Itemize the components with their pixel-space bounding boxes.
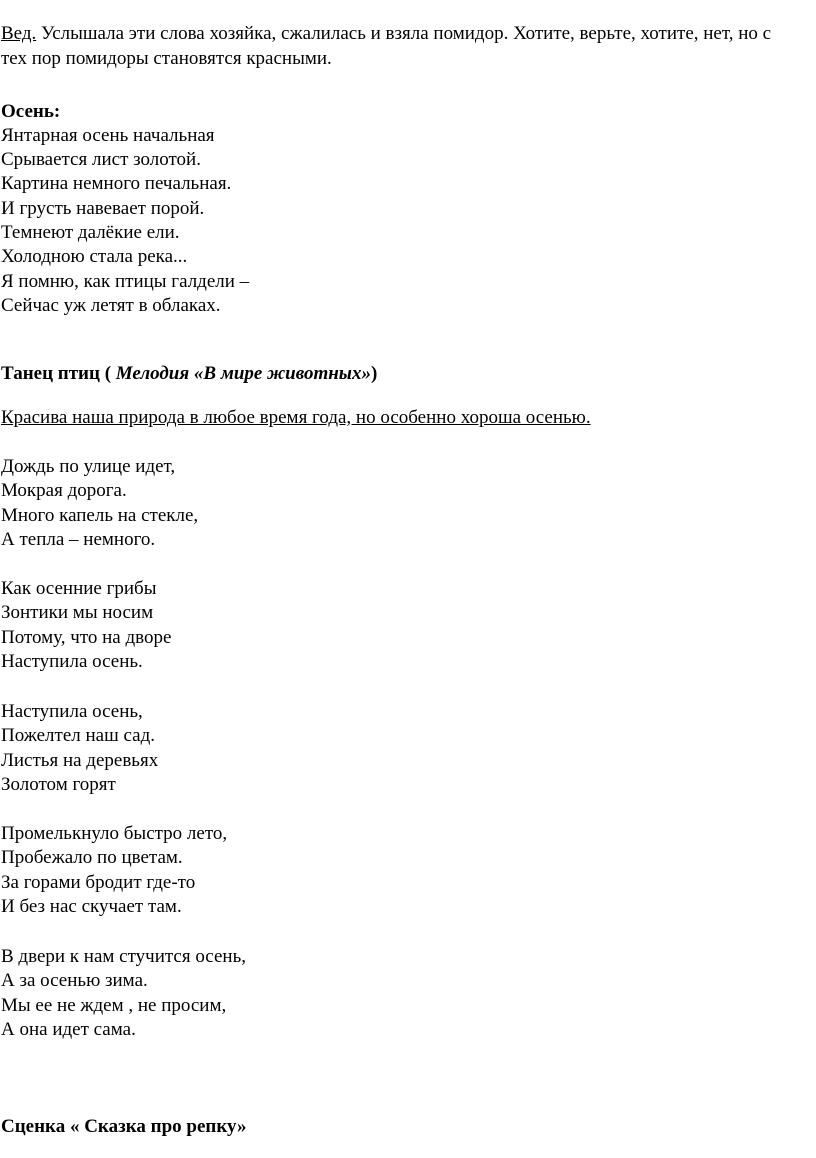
stanza-line: Дождь по улице идет, <box>1 456 176 477</box>
autumn-line: Янтарная осень начальная <box>1 125 215 146</box>
stanza-line: А она идет сама. <box>1 1019 136 1040</box>
autumn-line: Срывается лист золотой. <box>1 149 201 170</box>
stanza-line: А за осенью зима. <box>1 970 148 991</box>
autumn-heading: Осень: <box>1 101 61 122</box>
dance-title <box>1 362 377 386</box>
stanza-line: Листья на деревьях <box>1 750 159 771</box>
stanza-line: Наступила осень. <box>1 651 143 672</box>
autumn-line: Сейчас уж летят в облаках. <box>1 295 221 316</box>
dance-title-suffix: ) <box>371 363 378 384</box>
autumn-line: Холодною стала река... <box>1 246 188 267</box>
stanza-line: И без нас скучает там. <box>1 896 182 917</box>
stanza-line: В двери к нам стучится осень, <box>1 946 246 967</box>
stanza-line: Пожелтел наш сад. <box>1 725 156 746</box>
stanza-line: Мокрая дорога. <box>1 480 127 501</box>
stanza-line: Пробежало по цветам. <box>1 847 183 868</box>
stanza-line: Мы ее не ждем , не просим, <box>1 995 227 1016</box>
dance-title-melody: Мелодия «В мире животных» <box>115 363 371 384</box>
stanza-line: Наступила осень, <box>1 701 143 722</box>
stanza-line: Как осенние грибы <box>1 578 157 599</box>
stanza-line: А тепла – немного. <box>1 529 156 550</box>
stanza-line: Много капель на стекле, <box>1 505 199 526</box>
stanza-line: Потому, что на дворе <box>1 627 172 648</box>
autumn-line: Я помню, как птицы галдели – <box>1 271 250 292</box>
dance-title-prefix: Танец птиц ( <box>1 363 116 384</box>
stanza-line: Золотом горят <box>1 774 116 795</box>
speaker-label: Вед. <box>1 23 37 44</box>
stanza-line: Зонтики мы носим <box>1 602 154 623</box>
intro-text: Услышала эти слова хозяйка, сжалилась и взяла помидор. Хотите, верьте, хотите, нет, но с тех пор помидоры становятся красными. <box>1 23 772 69</box>
stanza-line: Промелькнуло быстро лето, <box>1 823 228 844</box>
stanza-line: За горами бродит где-то <box>1 872 196 893</box>
narration-line: Красива наша природа в любое время года, но особенно хороша осенью. <box>1 407 591 428</box>
autumn-line: Темнеют далёкие ели. <box>1 222 180 243</box>
autumn-line: И грусть навевает порой. <box>1 198 205 219</box>
scene-title: Сценка « Сказка про репку» <box>1 1116 247 1137</box>
autumn-line: Картина немного печальная. <box>1 173 232 194</box>
intro-paragraph <box>1 22 801 71</box>
